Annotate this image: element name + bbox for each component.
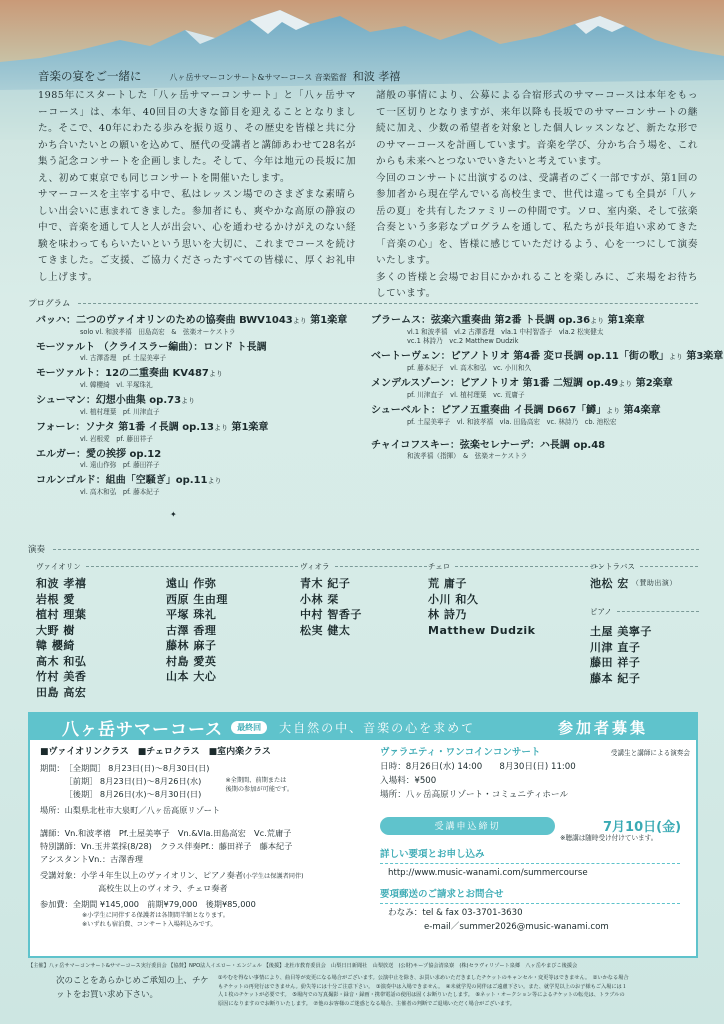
program-left-list <box>36 314 360 497</box>
program-item: バッハ：二つのヴァイオリンのための協奏曲 BWV1043より 第1楽章 solo vl. 和波孝禧 田島高宏 & 弦楽オーケストラ <box>36 314 360 337</box>
greeting-title: 音楽の宴をご一緒に <box>38 69 142 83</box>
program-performers: vl. 植村理葉 pf. 川津直子 <box>80 408 160 416</box>
sponsors-line: 【主催】八ヶ岳サマーコンサート&サマーコース実行委員会 【協賛】NPO法人イエロー・エンジェル 【後援】北杜市教育委員会 山梨日日新聞社 山梨放送 (公財)キープ協会清泉寮 (株)セラヴィリゾート泉郷 八ヶ岳やまびこ後援会 <box>28 963 578 969</box>
performer-name: 和波 孝禧 <box>36 577 87 590</box>
course-assistant: アシスタントVn.：古澤香理 <box>40 854 143 864</box>
concert-fee: 入場料：¥500 <box>380 776 437 786</box>
recruit-heading: 参加者募集 <box>557 718 648 737</box>
course-special: 特別講師：Vn.玉井菜採(8/28) クラス伴奏Pf.：藤田祥子 藤本紀子 <box>40 841 293 851</box>
cello-label: チェロ <box>428 561 603 572</box>
cello-list <box>428 576 536 638</box>
info-title: 詳しい要項とお申し込み <box>380 849 485 860</box>
course-tagline: 大自然の中、音楽の心を求めて <box>279 720 476 735</box>
performer-name: 川津 直子 <box>590 640 641 654</box>
program-performers: solo vl. 和波孝禧 田島高宏 & 弦楽オーケストラ <box>80 328 236 336</box>
course-eligibility: 受講対象：小学４年生以上のヴァイオリン、ピアノ奏者 <box>40 870 244 880</box>
performer-name: 藤本 紀子 <box>590 671 641 685</box>
greeting-paragraph: 1985年にスタートした「八ヶ岳サマーコンサート」と「八ヶ岳サマーコース」は、本年、40回目の大きな節目を迎えることとなりました。そこで、40年にわたる歩みを振り返り、その歴史を皆様と共に分かち合いたいとの願いを込めて、歴代の受講者と講師あわせて28名が集う記念コンサートを企画しました。そして、今年は地元の長坂に加え、初めて東京でも同じコンサートを開催いたします。 <box>38 90 356 184</box>
performer-name: 植村 理葉 <box>36 608 87 621</box>
performer-name: 土屋 美寧子 <box>590 625 652 638</box>
violin-list-1 <box>36 576 86 700</box>
deadline-date: 7月10日(金) <box>603 820 682 835</box>
bass-list <box>590 576 677 592</box>
program-item: フォーレ：ソナタ 第1番 イ長調 op.13より 第1楽章 vl. 岩根愛 pf. 藤田祥子 <box>36 421 360 444</box>
greeting-left-column <box>38 88 356 286</box>
viola-list <box>300 576 362 638</box>
performer-name: 韓 櫻綺 <box>36 639 75 652</box>
guest-tag: （賛助出演） <box>631 579 677 587</box>
greeting-subtitle: 八ヶ岳サマーコンサート&サマーコース 音楽監督 <box>169 73 347 82</box>
performer-name: 岩根 愛 <box>36 592 75 606</box>
performer-name: 平塚 珠礼 <box>166 608 217 621</box>
concert-dates: 日時：8月26日(水) 14:00 8月30日(日) 11:00 <box>380 762 576 772</box>
performer-name: Matthew Dudzik <box>428 623 536 637</box>
course-teachers: 講師：Vn.和波孝禧 Pf.土屋美寧子 Vn.&Vla.田島高宏 Vc.荒庸子 <box>40 828 292 838</box>
bass-label: コントラバス <box>590 561 698 572</box>
performer-name: 西原 生由理 <box>166 592 228 606</box>
course-venue: 場所：山梨県北杜市大泉町／八ヶ岳高原リゾート <box>40 805 221 815</box>
deadline-note: ※聴講は随時受け付けています。 <box>560 834 658 842</box>
performer-name: 田島 高宏 <box>36 685 87 699</box>
concert-title: ヴァラエティ・ワンコインコンサート <box>380 747 541 758</box>
greeting-header <box>38 68 400 84</box>
program-right-list <box>371 314 724 461</box>
program-performers: 和波孝禧（指揮） & 弦楽オーケストラ <box>407 452 528 460</box>
course-title: 八ヶ岳サマーコース <box>62 719 224 740</box>
program-item: シューマン：幻想小曲集 op.73より vl. 植村理葉 pf. 川津直子 <box>36 394 360 417</box>
violin-label: ヴァイオリン <box>36 561 298 572</box>
performer-name: 荒 庸子 <box>428 577 467 590</box>
performer-name: 藤林 麻子 <box>166 639 217 652</box>
greeting-paragraph: 諸般の事情により、公募による合宿形式のサマーコースは本年をもって一区切りとなりますが、来年以降も長坂でのサマーコンサートの継続に加え、少数の希望者を対象とした個人レッスンなど、新たな形でのサマーコースを計画しています。音楽を学び、分かち合う場を、これからも未来へとつないでいきたいと考えています。 <box>376 90 698 167</box>
program-performers: vl. 岩根愛 pf. 藤田祥子 <box>80 435 153 443</box>
program-performers: vl.1 和波孝禧 vl.2 古澤香理 vla.1 中村智香子 vla.2 松実健太 <box>407 328 604 336</box>
concert-venue: 場所：八ヶ岳高原リゾート・コミュニティホール <box>380 790 569 800</box>
intermission-mark: ✦ <box>170 510 177 519</box>
concert-info: ヴァラエティ・ワンコインコンサート 受講生と講師による演奏会 日時：8月26日(水) 14:00 8月30日(日) 11:00 入場料：¥500 場所：八ヶ岳高原リゾート・コミュニティホール <box>380 747 690 800</box>
program-item: コルンゴルド：組曲「空騒ぎ」op.11より vl. 高木和弘 pf. 藤本紀子 <box>36 474 360 497</box>
program-performers: pf. 土屋美寧子 vl. 和波孝禧 vla. 田島高宏 vc. 林詩乃 cb. 池松宏 <box>407 418 617 426</box>
program-item: ブラームス：弦楽六重奏曲 第2番 ト長調 op.36より 第1楽章 vl.1 和波孝禧 vl.2 古澤香理 vla.1 中村智香子 vla.2 松実健太 vc.1 林詩乃 vc.2 Matthew Dudzik <box>371 314 701 346</box>
program-item: シューベルト：ピアノ五重奏曲 イ長調 D667「鱒」より 第4楽章 pf. 土屋美寧子 vl. 和波孝禧 vla. 田島高宏 vc. 林詩乃 cb. 池松宏 <box>371 404 701 427</box>
summer-course-panel <box>28 712 698 958</box>
performer-name: 小川 和久 <box>428 592 479 606</box>
greeting-paragraph: サマーコースを主宰する中で、私はレッスン場でのさまざまな素晴らしい出会いに恵まれてきました。参加者にも、爽やかな高原の静寂の中で、音楽を通して人と人が出会い、心を通わせるかけがえのない経験を味わってもらいたいという思いを大切に、これまでコースを続けてきました。ご支援、ご協力くださったすべての皆様に、厚くお礼申し上げます。 <box>38 189 356 283</box>
performer-name: 池松 宏 <box>590 577 629 590</box>
performer-name: 小林 栞 <box>300 592 339 606</box>
course-classes: ■ヴァイオリンクラス ■チェロクラス ■室内楽クラス <box>40 747 271 757</box>
performer-name: 古澤 香理 <box>166 623 217 637</box>
contact-phone: わなみ：tel & fax 03-3701-3630 <box>388 908 523 918</box>
piano-list <box>590 624 652 686</box>
course-details: ■ヴァイオリンクラス ■チェロクラス ■室内楽クラス 期間： ［全期間］ 8月23日(日)～8月30日(日) ［前期］ 8月23日(日)～8月26日(水) ［後期］ 8月26日(水)～8月30日(日) ※全期間、前期または 後期の参加が可能です。 場所：山梨県北杜市大泉町／八ヶ岳高原リゾート 講師：Vn.和波孝禧 Pf.土屋美寧子 Vn.&Vla.田島高宏 Vc.荒庸子 特別講師：Vn.玉井菜採(8/28) クラス伴奏Pf.：藤田祥子 藤本紀子 アシスタントVn.：古澤香理 受講対象：小学４年生以上のヴァイオリン、ピアノ奏者(小学生は保護者同伴) 高校生以上のヴィオラ、チェロ奏者 参加費：全期間 ¥145,000 前期¥79,000 後期¥85,000 ※小学生に同伴する保護者は各期間半額となります。 ※いずれも宿泊費、コンサート入場料込みです。 <box>40 746 370 929</box>
program-section-label: プログラム <box>28 297 698 309</box>
program-performers: pf. 藤本紀子 vl. 高木和弘 vc. 小川和久 <box>407 364 532 372</box>
course-banner <box>30 714 696 740</box>
program-performers: vl. 遠山作弥 pf. 藤田祥子 <box>80 461 160 469</box>
director-name: 和波 孝禧 <box>352 70 401 83</box>
contact-email[interactable]: e-mail／summer2026@music-wanami.com <box>424 922 609 932</box>
program-item: メンデルスゾーン：ピアノトリオ 第1番 二短調 op.49より 第2楽章 pf. 川津直子 vl. 植村理葉 vc. 荒庸子 <box>371 377 701 400</box>
program-item: モーツァルト：12の二重奏曲 KV487より vl. 韓櫻綺 vl. 平塚珠礼 <box>36 367 360 390</box>
greeting-paragraph: 今回のコンサートに出演するのは、受講者のごく一部ですが、第1回の参加者から現在学んでいる高校生まで、世代は違っても全員が「八ヶ岳の夏」を共有したファミリーの仲間です。ソロ、室内楽、そして弦楽合奏という多彩なプログラムを通して、私たちが長年追い求めてきた「音楽の心」を、皆様に感じていただけるよう、心を一つにして演奏いたします。 <box>376 172 698 266</box>
program-performers: vc.1 林詩乃 vc.2 Matthew Dudzik <box>407 337 519 345</box>
contact-title: 要項郵送のご請求とお問合せ <box>380 889 504 900</box>
performer-name: 山本 大心 <box>166 670 217 683</box>
performer-name: 中村 智香子 <box>300 608 362 621</box>
program-item: エルガー：愛の挨拶 op.12 vl. 遠山作弥 pf. 藤田祥子 <box>36 448 360 470</box>
performer-name: 林 詩乃 <box>428 608 467 621</box>
period-first: ［前期］ 8月23日(日)～8月26日(水) <box>64 776 202 786</box>
performer-name: 松実 健太 <box>300 623 351 637</box>
program-performers: vl. 古澤香理 pf. 土屋美寧子 <box>80 354 167 362</box>
piano-label: ピアノ <box>590 606 699 617</box>
program-item: ベートーヴェン：ピアノトリオ 第4番 変ロ長調 op.11「街の歌」より 第3楽章 pf. 藤本紀子 vl. 高木和弘 vc. 小川和久 <box>371 351 724 372</box>
period-full: ［全期間］ 8月23日(日)～8月30日(日) <box>64 763 210 773</box>
program-performers: vl. 高木和弘 pf. 藤本紀子 <box>80 488 160 496</box>
program-performers: pf. 川津直子 vl. 植村理葉 vc. 荒庸子 <box>407 391 525 399</box>
performers-section-label: 演奏 <box>28 543 699 555</box>
final-badge: 最終回 <box>231 721 267 734</box>
performer-name: 竹村 美香 <box>36 670 87 683</box>
deadline-label: 受講申込締切 <box>380 817 555 835</box>
program-performers: vl. 韓櫻綺 vl. 平塚珠礼 <box>80 381 153 389</box>
greeting-right-column <box>376 88 698 303</box>
performer-name: 青木 紀子 <box>300 577 351 590</box>
performer-name: 遠山 作弥 <box>166 577 217 590</box>
performer-name: 高木 和弘 <box>36 654 87 668</box>
performer-name: 藤田 祥子 <box>590 656 641 669</box>
ticket-notice: 次のことをあらかじめご承知の上、チケットをお買い求め下さい。 <box>56 976 209 1000</box>
ticket-fine-print: ①やむを得ない事情により、曲目等が変更になる場合がございます。公演中止を除き、お買い求めいただきましたチケットのキャンセル・変更等はできません。 ②いかなる場合 もチケットの再発行はできません。紛失等には十分ご注意下さい。 ③演奏中は入場できません。 ④未就学児の同伴はご遠慮下さい。また、就学児以上のお子様もご入場には１ 人１枚のチケットが必要です。 ⑤場内での写真撮影・録音・録画・携帯電話の使用は固くお断りいたします。 ⑥ネット・オークション等によるチケットの転売は、トラブルの 原因になりますのでお断りいたします。 ⑦他のお客様のご迷惑となる場合、主催者の判断でご退場いただく場合がございます。 <box>218 975 629 1007</box>
violin-list-2 <box>166 576 228 685</box>
program-item: モーツァルト （クライスラー編曲）：ロンド ト長調 vl. 古澤香理 pf. 土屋美寧子 <box>36 341 360 363</box>
performer-name: 村島 愛英 <box>166 654 217 668</box>
info-block <box>380 848 690 862</box>
program-item: チャイコフスキー：弦楽セレナーデ：ハ長調 op.48 和波孝禧（指揮） & 弦楽オーケストラ <box>371 439 701 461</box>
info-url[interactable]: http://www.music-wanami.com/summercourse <box>388 868 588 878</box>
period-second: ［後期］ 8月26日(水)～8月30日(日) <box>64 789 202 799</box>
course-fee: 参加費：全期間 ¥145,000 前期¥79,000 後期¥85,000 <box>40 899 256 909</box>
greeting-paragraph: 多くの皆様と会場でお目にかかれることを楽しみに、ご来場をお待ちしています。 <box>376 271 698 299</box>
viola-label: ヴィオラ <box>300 561 427 572</box>
performer-name: 大野 樹 <box>36 623 75 637</box>
